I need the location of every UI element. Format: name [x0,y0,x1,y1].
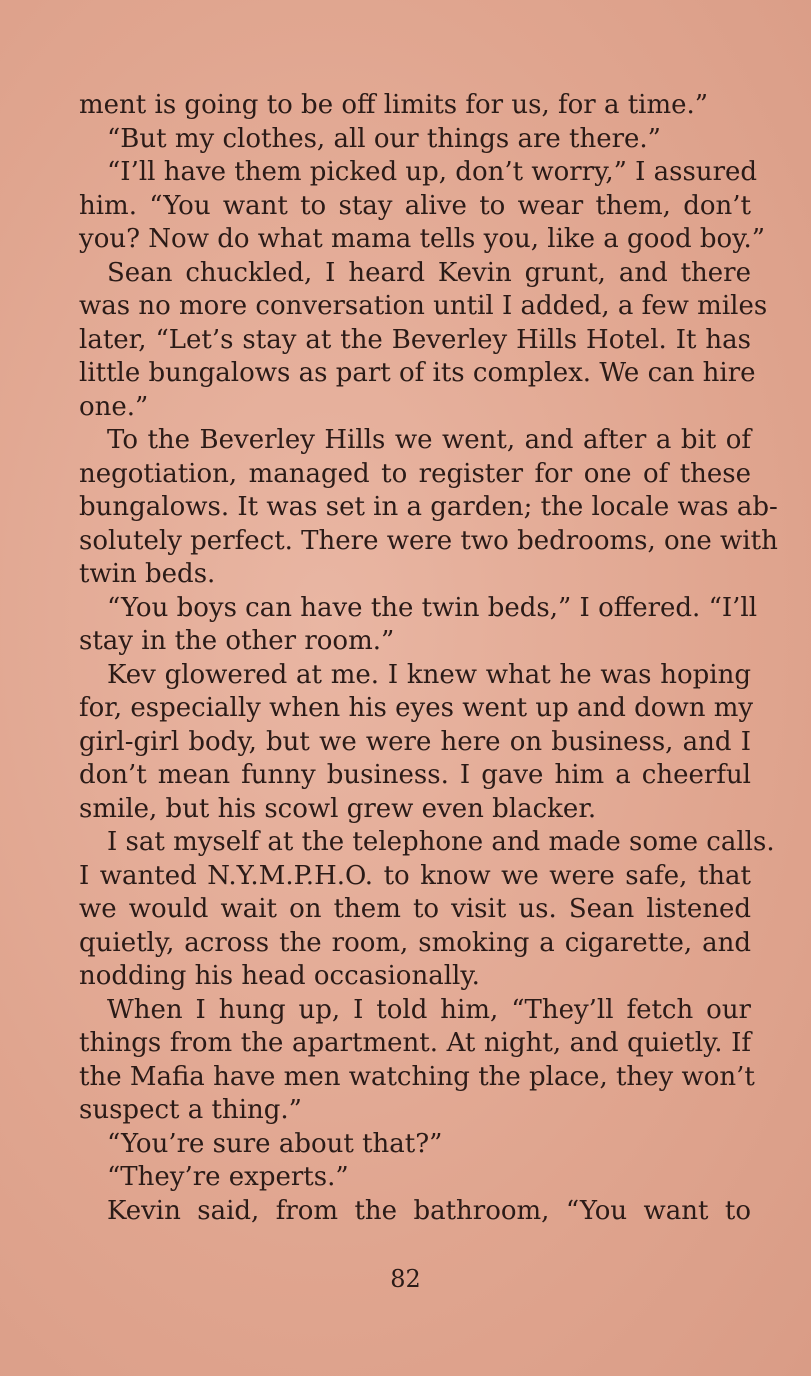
text-line: you? Now do what mama tells you, like a good boy.” [79,224,766,254]
text-line: we would wait on them to visit us. Sean listened [79,894,751,924]
text-line: “I’ll have them picked up, don’t worry,” I assured [107,157,758,187]
text-line: him. “You want to stay alive to wear them, don’t [79,190,751,221]
text-line: quietly, across the room, smoking a cigarette, and [79,927,751,958]
text-line: twin beds. [79,559,216,589]
text-line: was no more conversation until I added, a few miles [79,291,768,321]
text-line: negotiation, managed to register for one of these [79,458,751,489]
text-line: “You’re sure about that?” [107,1128,443,1159]
text-line: little bungalows as part of its complex. We can hire [79,358,756,388]
text-line: solutely perfect. There were two bedrooms, one with [79,525,778,556]
text-line: girl-girl body, but we were here on business, and I [79,726,751,757]
text-line: for, especially when his eyes went up and down my [79,693,754,723]
text-line: “But my clothes, all our things are there.” [107,123,661,154]
text-line: bungalows. It was set in a garden; the locale was ab- [79,492,778,522]
text-line: smile, but his scowl grew even blacker. [79,793,597,824]
text-line: the Mafia have men watching the place, they won’t [79,1061,755,1092]
text-line: “They’re experts.” [107,1162,349,1192]
text-line: When I hung up, I told him, “They’ll fetch our [107,994,751,1025]
text-line: nodding his head occasionally. [79,961,480,991]
text-line: “You boys can have the twin beds,” I offered. “I’ll [107,592,758,623]
text-line: suspect a thing.” [79,1095,302,1125]
text-line: one.” [79,391,149,422]
text-line: I sat myself at the telephone and made some calls. [107,827,775,857]
text-line: later, “Let’s stay at the Beverley Hills Hotel. It has [79,324,751,355]
text-line: things from the apartment. At night, and quietly. If [79,1028,751,1058]
book-page-text [79,89,778,1228]
text-line: Kevin said, from the bathroom, “You want to [107,1195,751,1226]
text-line: I wanted N.Y.M.P.H.O. to know we were safe, that [79,860,751,891]
text-line: Sean chuckled, I heard Kevin grunt, and there [107,257,751,288]
text-line: Kev glowered at me. I knew what he was hoping [107,659,751,690]
text-line: don’t mean funny business. I gave him a cheerful [79,760,751,790]
page-number: 82 [390,1265,421,1293]
text-line: To the Beverley Hills we went, and after a bit of [107,425,751,455]
text-line: ment is going to be off limits for us, for a time.” [79,90,709,120]
text-line: stay in the other room.” [79,626,395,656]
